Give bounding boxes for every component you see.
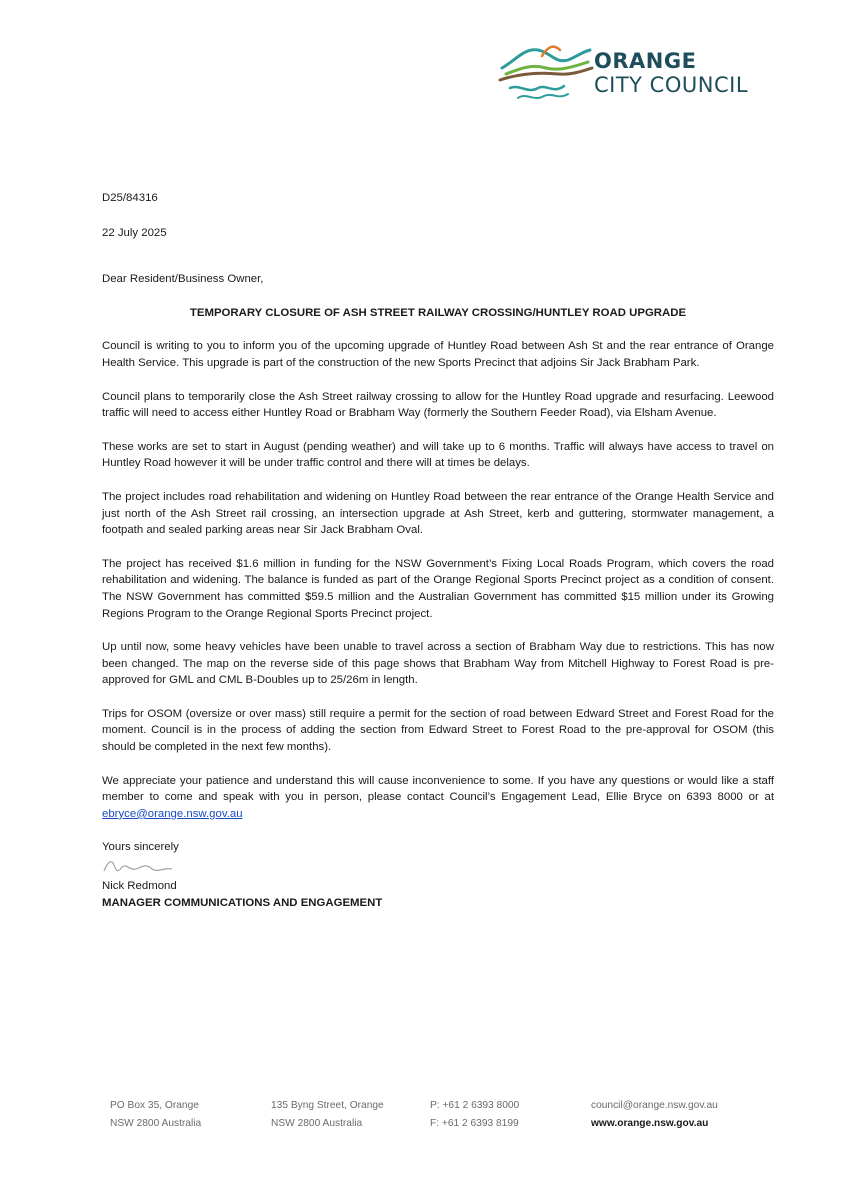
closing: Yours sincerely — [102, 841, 179, 854]
logo-line-orange: ORANGE — [594, 49, 697, 73]
footer-postal-address — [110, 1097, 201, 1133]
paragraph: Council plans to temporarily close the Ash Street railway crossing to allow for the Huntley Road upgrade and resurfacing. Leewood traffic will need to access either Huntley Road or Brabham Way (formerly the Southern Feeder Road), via Elsham Avenue. — [102, 390, 774, 420]
signature — [102, 856, 774, 878]
footer-text: 135 Byng Street, Orange — [271, 1100, 384, 1111]
footer-contact — [591, 1097, 718, 1133]
paragraph: Trips for OSOM (oversize or over mass) still require a permit for the section of road between Edward Street and Forest Road for the moment. Council is in the process of adding the section from Edward Street to Forest Road to the pre-approval for OSOM (this should be completed in the next few months). — [102, 707, 774, 754]
footer-fax: F: +61 2 6393 8199 — [430, 1118, 519, 1129]
paragraph: Council is writing to you to inform you of the upcoming upgrade of Huntley Road between Ash St and the rear entrance of Orange Health Service. This upgrade is part of the construction of the new Sports Precinct that adjoins Sir Jack Brabham Park. — [102, 340, 774, 369]
contact-paragraph — [102, 773, 774, 823]
contact-email-link[interactable]: ebryce@orange.nsw.gov.au — [102, 807, 243, 820]
footer-email[interactable]: council@orange.nsw.gov.au — [591, 1100, 718, 1111]
footer-text: PO Box 35, Orange — [110, 1100, 199, 1111]
paragraph: The project includes road rehabilitation and widening on Huntley Road between the rear entrance of the Orange Health Service and just north of the Ash Street rail crossing, an intersection upgrade at Ash Street, kerb and guttering, stormwater management, a footpath and sealed parking areas near Sir Jack Brabham Oval. — [102, 490, 774, 537]
logo-line-city-council: CITY COUNCIL — [594, 73, 749, 97]
signatory-name: Nick Redmond — [102, 880, 177, 893]
letter-body — [102, 190, 774, 911]
paragraph: The project has received $1.6 million in funding for the NSW Government’s Fixing Local Roads Program, which covers the road rehabilitation and widening. The balance is funded as part of the Orange Regional Sports Precinct project as a condition of consent. The NSW Government has committed $59.5 million and the Australian Government has committed $15 million under its Growing Regions Program to the Orange Regional Sports Precinct project. — [102, 557, 774, 620]
contact-text: We appreciate your patience and understand this will cause inconvenience to some. If you have any questions or would like a staff member to come and speak with you in person, please contact Council’s Engagement Lead, Ellie Bryce on 6393 8000 or at — [102, 774, 774, 804]
signature-icon — [102, 857, 182, 877]
letter-date: 22 July 2025 — [102, 226, 167, 239]
footer-text: NSW 2800 Australia — [110, 1118, 202, 1129]
logo-wordmark — [594, 51, 748, 96]
footer-text: NSW 2800 Australia — [271, 1118, 363, 1129]
salutation: Dear Resident/Business Owner, — [102, 273, 264, 286]
council-logo — [498, 38, 788, 110]
signatory-title: MANAGER COMMUNICATIONS AND ENGAGEMENT — [102, 896, 383, 909]
document-reference: D25/84316 — [102, 192, 158, 204]
footer-phone-fax — [430, 1097, 519, 1133]
paragraph: These works are set to start in August (pending weather) and will take up to 6 months. Traffic will always have access to travel on Huntley Road however it will be under traffic control and there will at times be delays. — [102, 440, 774, 470]
footer-website[interactable]: www.orange.nsw.gov.au — [591, 1118, 709, 1129]
letter-subject: TEMPORARY CLOSURE OF ASH STREET RAILWAY CROSSING/HUNTLEY ROAD UPGRADE — [189, 306, 687, 319]
paragraph: Up until now, some heavy vehicles have been unable to travel across a section of Brabham Way due to restrictions. This has now been changed. The map on the reverse side of this page shows that Brabham Way from Mitchell Highway to Forest Road is pre-approved for GML and CML B-Doubles up to 25/26m in length. — [102, 641, 774, 687]
council-logo-mark-icon — [498, 38, 594, 110]
footer-street-address — [271, 1097, 384, 1133]
footer-phone: P: +61 2 6393 8000 — [430, 1100, 520, 1111]
